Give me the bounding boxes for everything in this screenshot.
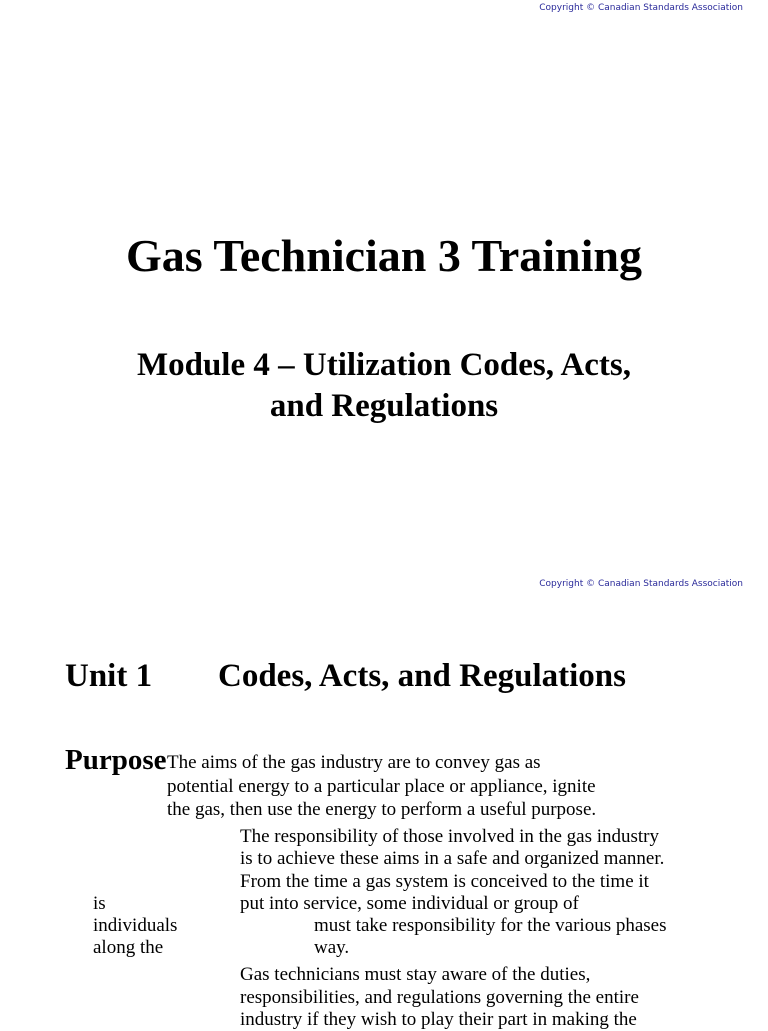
module-subtitle-line-1: Module 4 – Utilization Codes, Acts,	[136, 347, 632, 383]
paragraph-fragment: individuals	[93, 915, 178, 936]
paragraph-line: From the time a gas system is conceived to the time it	[240, 871, 649, 892]
paragraph-line: put into service, some individual or group of	[240, 893, 579, 914]
paragraph-fragment: is	[93, 893, 106, 914]
paragraph-line: industry if they wish to play their part in making the	[240, 1009, 637, 1030]
unit-title: Codes, Acts, and Regulations	[218, 658, 626, 694]
copyright-notice: Copyright © Canadian Standards Association	[539, 3, 743, 13]
paragraph-line: The aims of the gas industry are to convey gas as	[167, 752, 541, 773]
module-subtitle-line-2: and Regulations	[269, 388, 499, 424]
paragraph-line: potential energy to a particular place or appliance, ignite	[167, 776, 596, 797]
copyright-notice: Copyright © Canadian Standards Association	[539, 579, 743, 589]
purpose-heading: Purpose	[65, 744, 167, 776]
paragraph-line: must take responsibility for the various phases	[314, 915, 667, 936]
unit-number: Unit 1	[65, 658, 153, 694]
paragraph-line: way.	[314, 937, 350, 958]
page-title: Gas Technician 3 Training	[126, 230, 642, 281]
paragraph-line: The responsibility of those involved in the gas industry	[240, 826, 660, 847]
paragraph-line: Gas technicians must stay aware of the duties,	[240, 964, 591, 985]
paragraph-line: is to achieve these aims in a safe and organized manner.	[240, 848, 665, 869]
paragraph-fragment: along the	[93, 937, 164, 958]
paragraph-line: responsibilities, and regulations governing the entire	[240, 987, 639, 1008]
paragraph-line: the gas, then use the energy to perform a useful purpose.	[167, 799, 597, 820]
